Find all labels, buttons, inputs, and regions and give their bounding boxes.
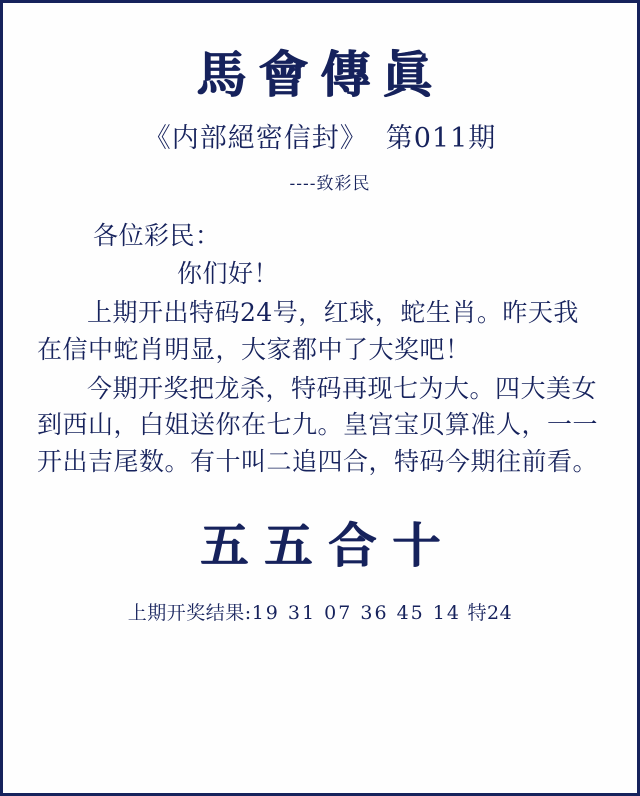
letter-body bbox=[37, 218, 603, 481]
dedication-line: ----致彩民 bbox=[289, 173, 371, 194]
subtitle-line bbox=[37, 116, 603, 155]
greeting-line: 各位彩民： bbox=[93, 220, 221, 250]
poster-content bbox=[3, 3, 637, 793]
previous-results-numbers: 19 31 07 36 45 14 bbox=[251, 601, 461, 624]
paragraph-one: 上期开出特码24号，红球，蛇生肖。昨天我在信中蛇肖明显，大家都中了大奖吧！ bbox=[37, 298, 579, 364]
page-title: 馬會傳眞 bbox=[196, 45, 444, 104]
headline-phrase: 五五合十 bbox=[199, 517, 456, 574]
issue-number: 第011期 bbox=[385, 122, 497, 154]
previous-results-line bbox=[37, 598, 603, 625]
previous-results-special: 特24 bbox=[467, 601, 513, 624]
paragraph-two: 今期开奖把龙杀，特码再现七为大。四大美女到西山，白姐送你在七九。皇宫宝贝算准人，一一开出吉尾数。有十叫二追四合，特码今期往前看。 bbox=[37, 373, 599, 476]
hello-line: 你们好！ bbox=[177, 259, 280, 289]
secret-envelope-label: 《内部絕密信封》 bbox=[143, 122, 368, 154]
previous-results-label: 上期开奖结果: bbox=[127, 601, 252, 624]
